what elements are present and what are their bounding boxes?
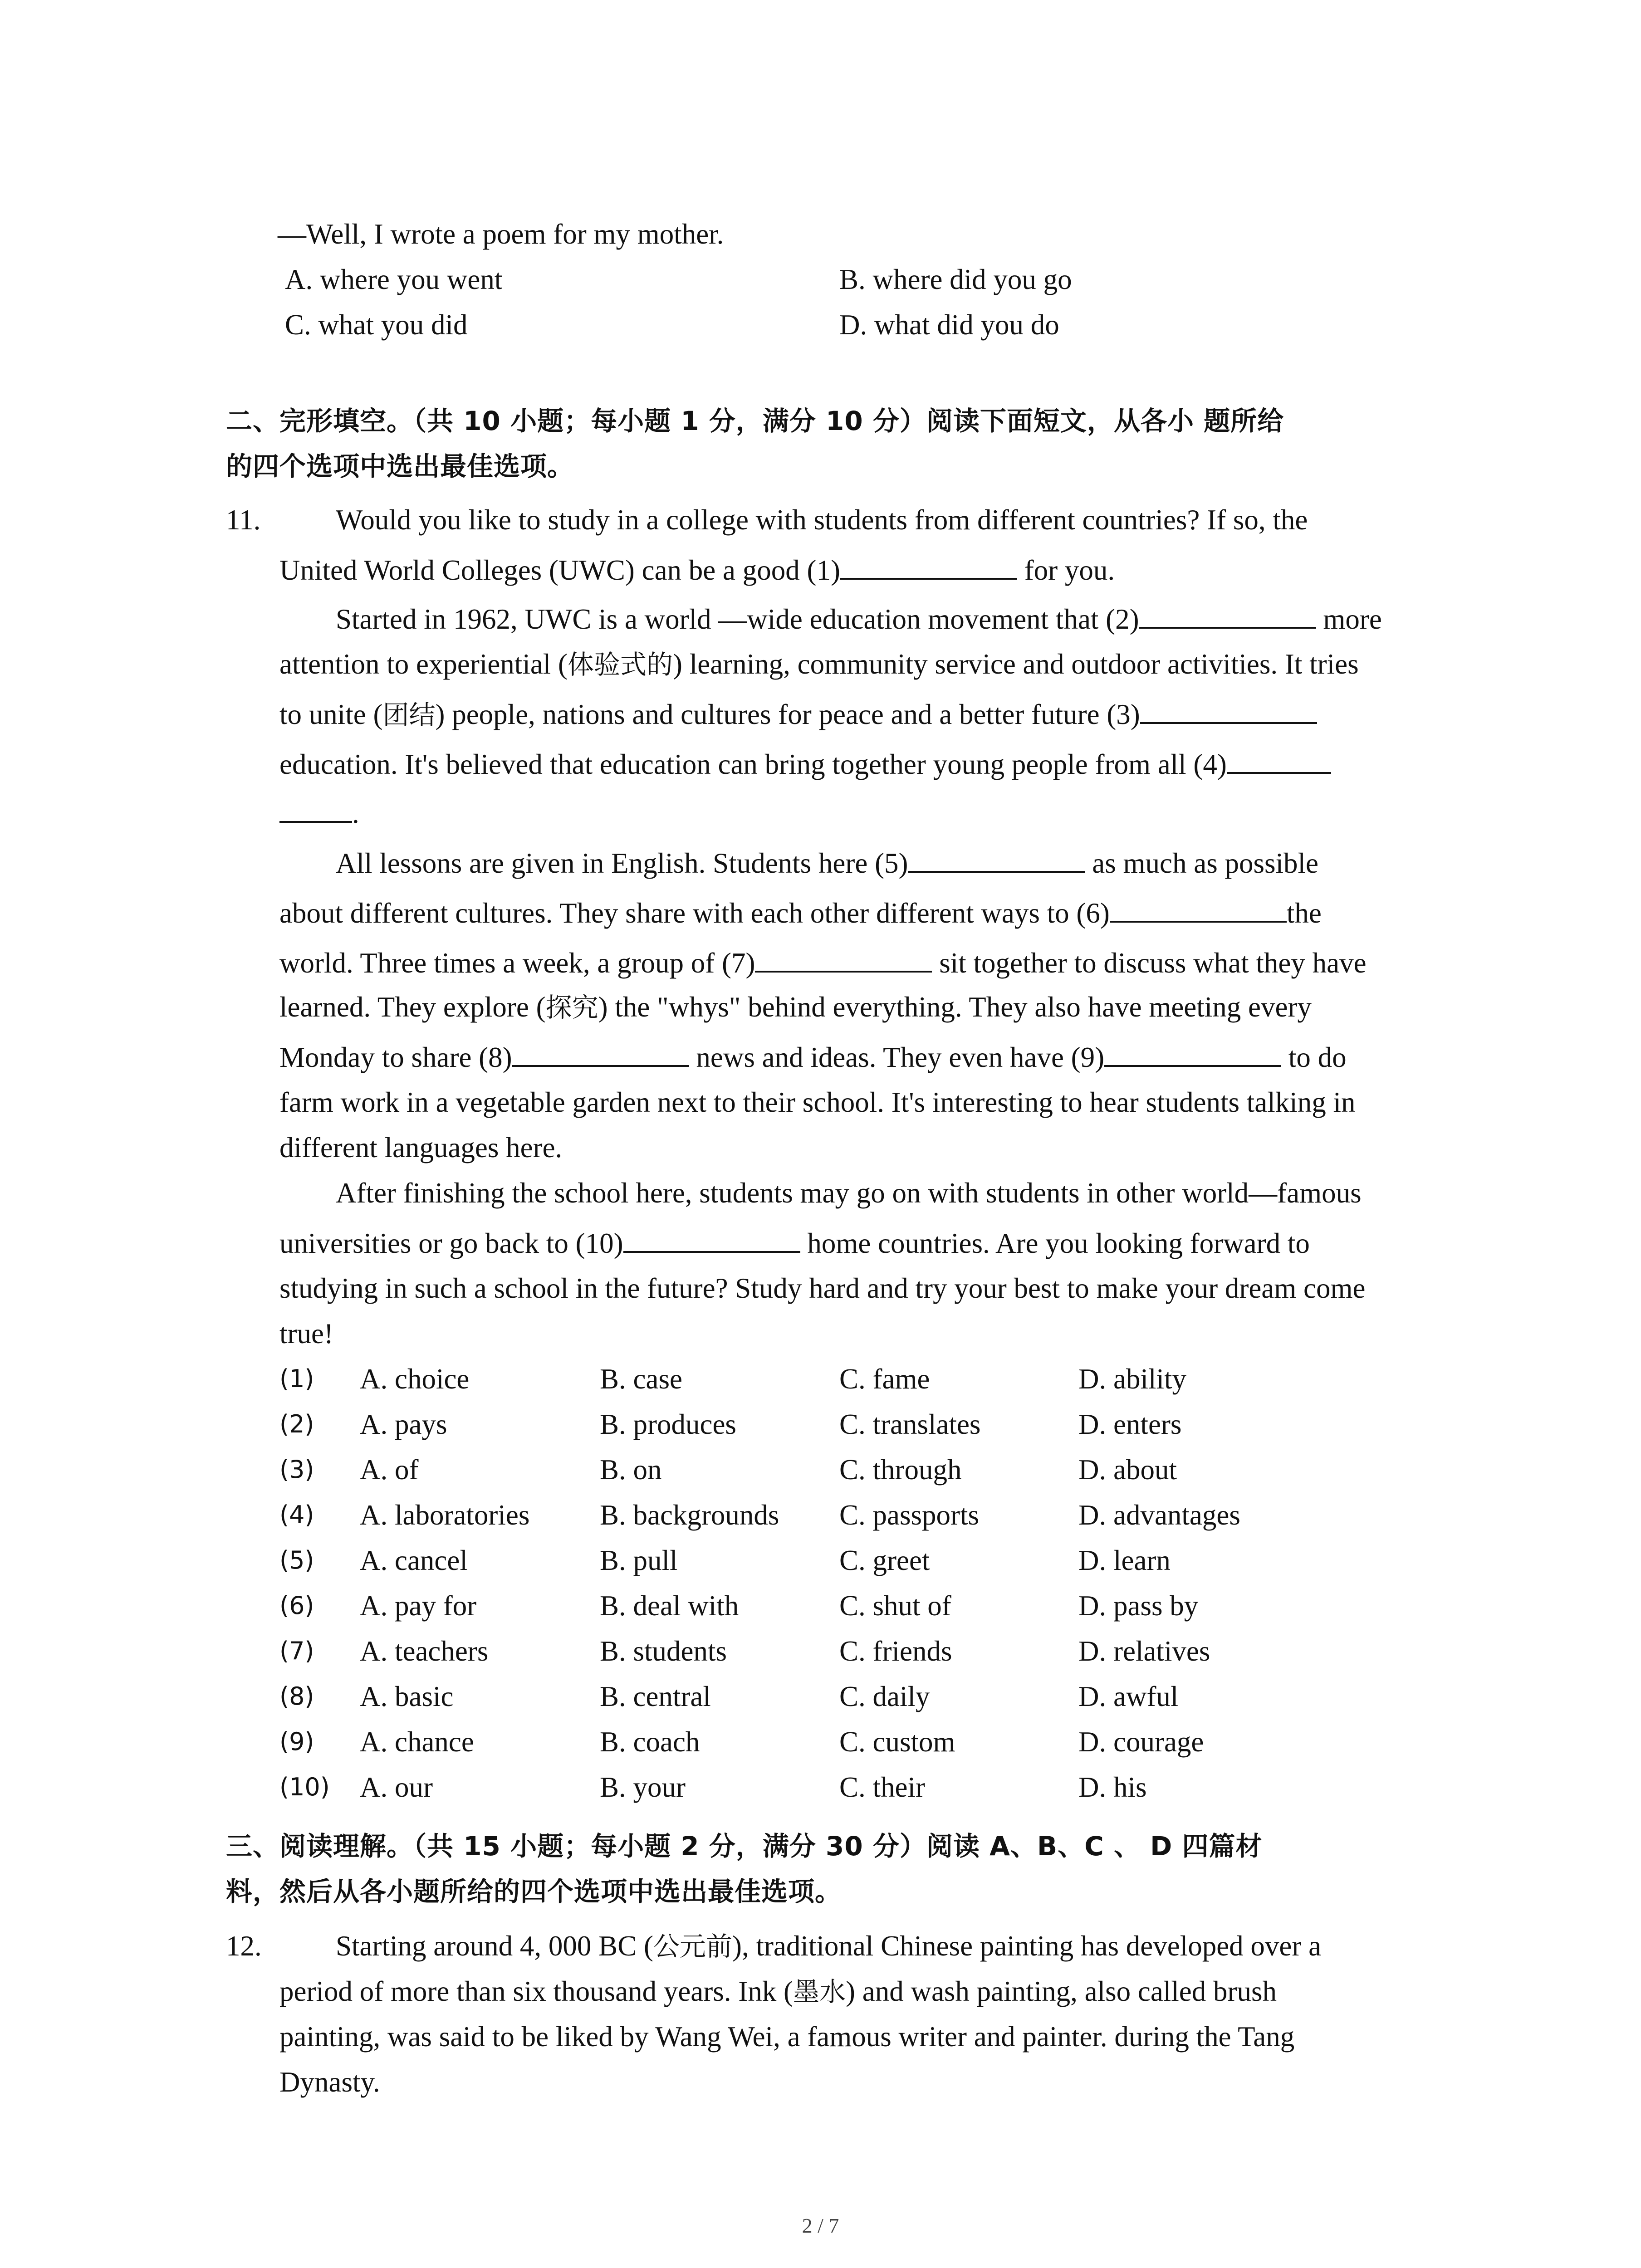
passage-line: to unite (团结) people, nations and cultures for peace and a better future (3) bbox=[279, 696, 1317, 733]
blank-10 bbox=[623, 1225, 800, 1253]
blank-9 bbox=[1104, 1039, 1281, 1067]
passage-line: period of more than six thousand years. Ink (墨水) and wash painting, also called brush bbox=[279, 1975, 1277, 2007]
passage-line: After finishing the school here, students may go on with students in other world—famous bbox=[336, 1177, 1362, 1209]
blank-2 bbox=[1139, 601, 1316, 629]
section3-heading-line2: 料，然后从各小题所给的四个选项中选出最佳选项。 bbox=[226, 1876, 842, 1907]
blank-8 bbox=[512, 1039, 689, 1067]
blank-7 bbox=[755, 944, 932, 973]
passage-line: attention to experiential (体验式的) learning, community service and outdoor activities. It tries bbox=[279, 648, 1359, 680]
passage-line: United World Colleges (UWC) can be a good (1) for you. bbox=[279, 552, 1115, 588]
passage-line: learned. They explore (探究) the "whys" behind everything. They also have meeting every bbox=[279, 991, 1312, 1023]
passage-line: true! bbox=[279, 1318, 333, 1349]
passage-line: All lessons are given in English. Students here (5) as much as possible bbox=[336, 845, 1318, 881]
section3-heading-line1: 三、阅读理解。（共 15 小题；每小题 2 分，满分 30 分）阅读 A、B、C 、 D 四篇材 bbox=[226, 1831, 1263, 1862]
question-number-11: 11. bbox=[226, 504, 261, 536]
passage-line: Monday to share (8) news and ideas. They even have (9) to do bbox=[279, 1039, 1347, 1075]
passage-line: farm work in a vegetable garden next to their school. It's interesting to hear students talking in bbox=[279, 1086, 1356, 1118]
passage-line: Starting around 4, 000 BC (公元前), traditional Chinese painting has developed over a bbox=[336, 1930, 1322, 1962]
passage-line: education. It's believed that education can bring together young people from all (4) bbox=[279, 746, 1331, 782]
blank-4-continued bbox=[279, 795, 352, 823]
passage-line: world. Three times a week, a group of (7) sit together to discuss what they have bbox=[279, 944, 1367, 981]
option-row: (4) A. laboratories B. backgrounds C. passports D. advantages bbox=[279, 1499, 1240, 1531]
passage-line: Started in 1962, UWC is a world —wide education movement that (2) more bbox=[336, 601, 1382, 637]
blank-1 bbox=[840, 552, 1017, 580]
blank-6 bbox=[1110, 894, 1287, 923]
blank-5 bbox=[908, 845, 1085, 873]
question-number-12: 12. bbox=[226, 1930, 262, 1962]
option-row: (10) A. our B. your C. their D. his bbox=[279, 1771, 1147, 1803]
section2-heading-line2: 的四个选项中选出最佳选项。 bbox=[226, 451, 574, 482]
option-b: B. where did you go bbox=[839, 264, 1072, 295]
blank-4 bbox=[1227, 746, 1331, 774]
option-row: (7) A. teachers B. students C. friends D. relatives bbox=[279, 1635, 1210, 1667]
passage-line: about different cultures. They share with each other different ways to (6) the bbox=[279, 894, 1322, 931]
option-row: (2) A. pays B. produces C. translates D. enters bbox=[279, 1408, 1182, 1440]
passage-line: studying in such a school in the future? Study hard and try your best to make your dream come bbox=[279, 1272, 1366, 1304]
option-row: (3) A. of B. on C. through D. about bbox=[279, 1454, 1177, 1486]
option-row: (8) A. basic B. central C. daily D. awful bbox=[279, 1681, 1179, 1712]
option-row: (5) A. cancel B. pull C. greet D. learn bbox=[279, 1545, 1171, 1576]
option-a: A. where you went bbox=[285, 264, 503, 295]
passage-line: . bbox=[279, 795, 359, 831]
passage-line: universities or go back to (10) home countries. Are you looking forward to bbox=[279, 1225, 1310, 1261]
option-d: D. what did you do bbox=[839, 309, 1059, 341]
page-number: 2 / 7 bbox=[802, 2214, 839, 2237]
option-row: (6) A. pay for B. deal with C. shut of D. pass by bbox=[279, 1590, 1199, 1622]
passage-line: Dynasty. bbox=[279, 2066, 380, 2098]
dialogue-answer-line: —Well, I wrote a poem for my mother. bbox=[278, 218, 724, 250]
passage-line: Would you like to study in a college with students from different countries? If so, the bbox=[336, 504, 1308, 536]
option-row: (9) A. chance B. coach C. custom D. courage bbox=[279, 1726, 1204, 1758]
passage-line: painting, was said to be liked by Wang Wei, a famous writer and painter. during the Tang bbox=[279, 2021, 1295, 2053]
blank-3 bbox=[1140, 696, 1317, 724]
passage-line: different languages here. bbox=[279, 1132, 563, 1163]
option-c: C. what you did bbox=[285, 309, 468, 341]
section2-heading-line1: 二、完形填空。（共 10 小题；每小题 1 分，满分 10 分）阅读下面短文，从各小 题所给 bbox=[226, 406, 1284, 436]
option-row: (1) A. choice B. case C. fame D. ability bbox=[279, 1363, 1186, 1395]
